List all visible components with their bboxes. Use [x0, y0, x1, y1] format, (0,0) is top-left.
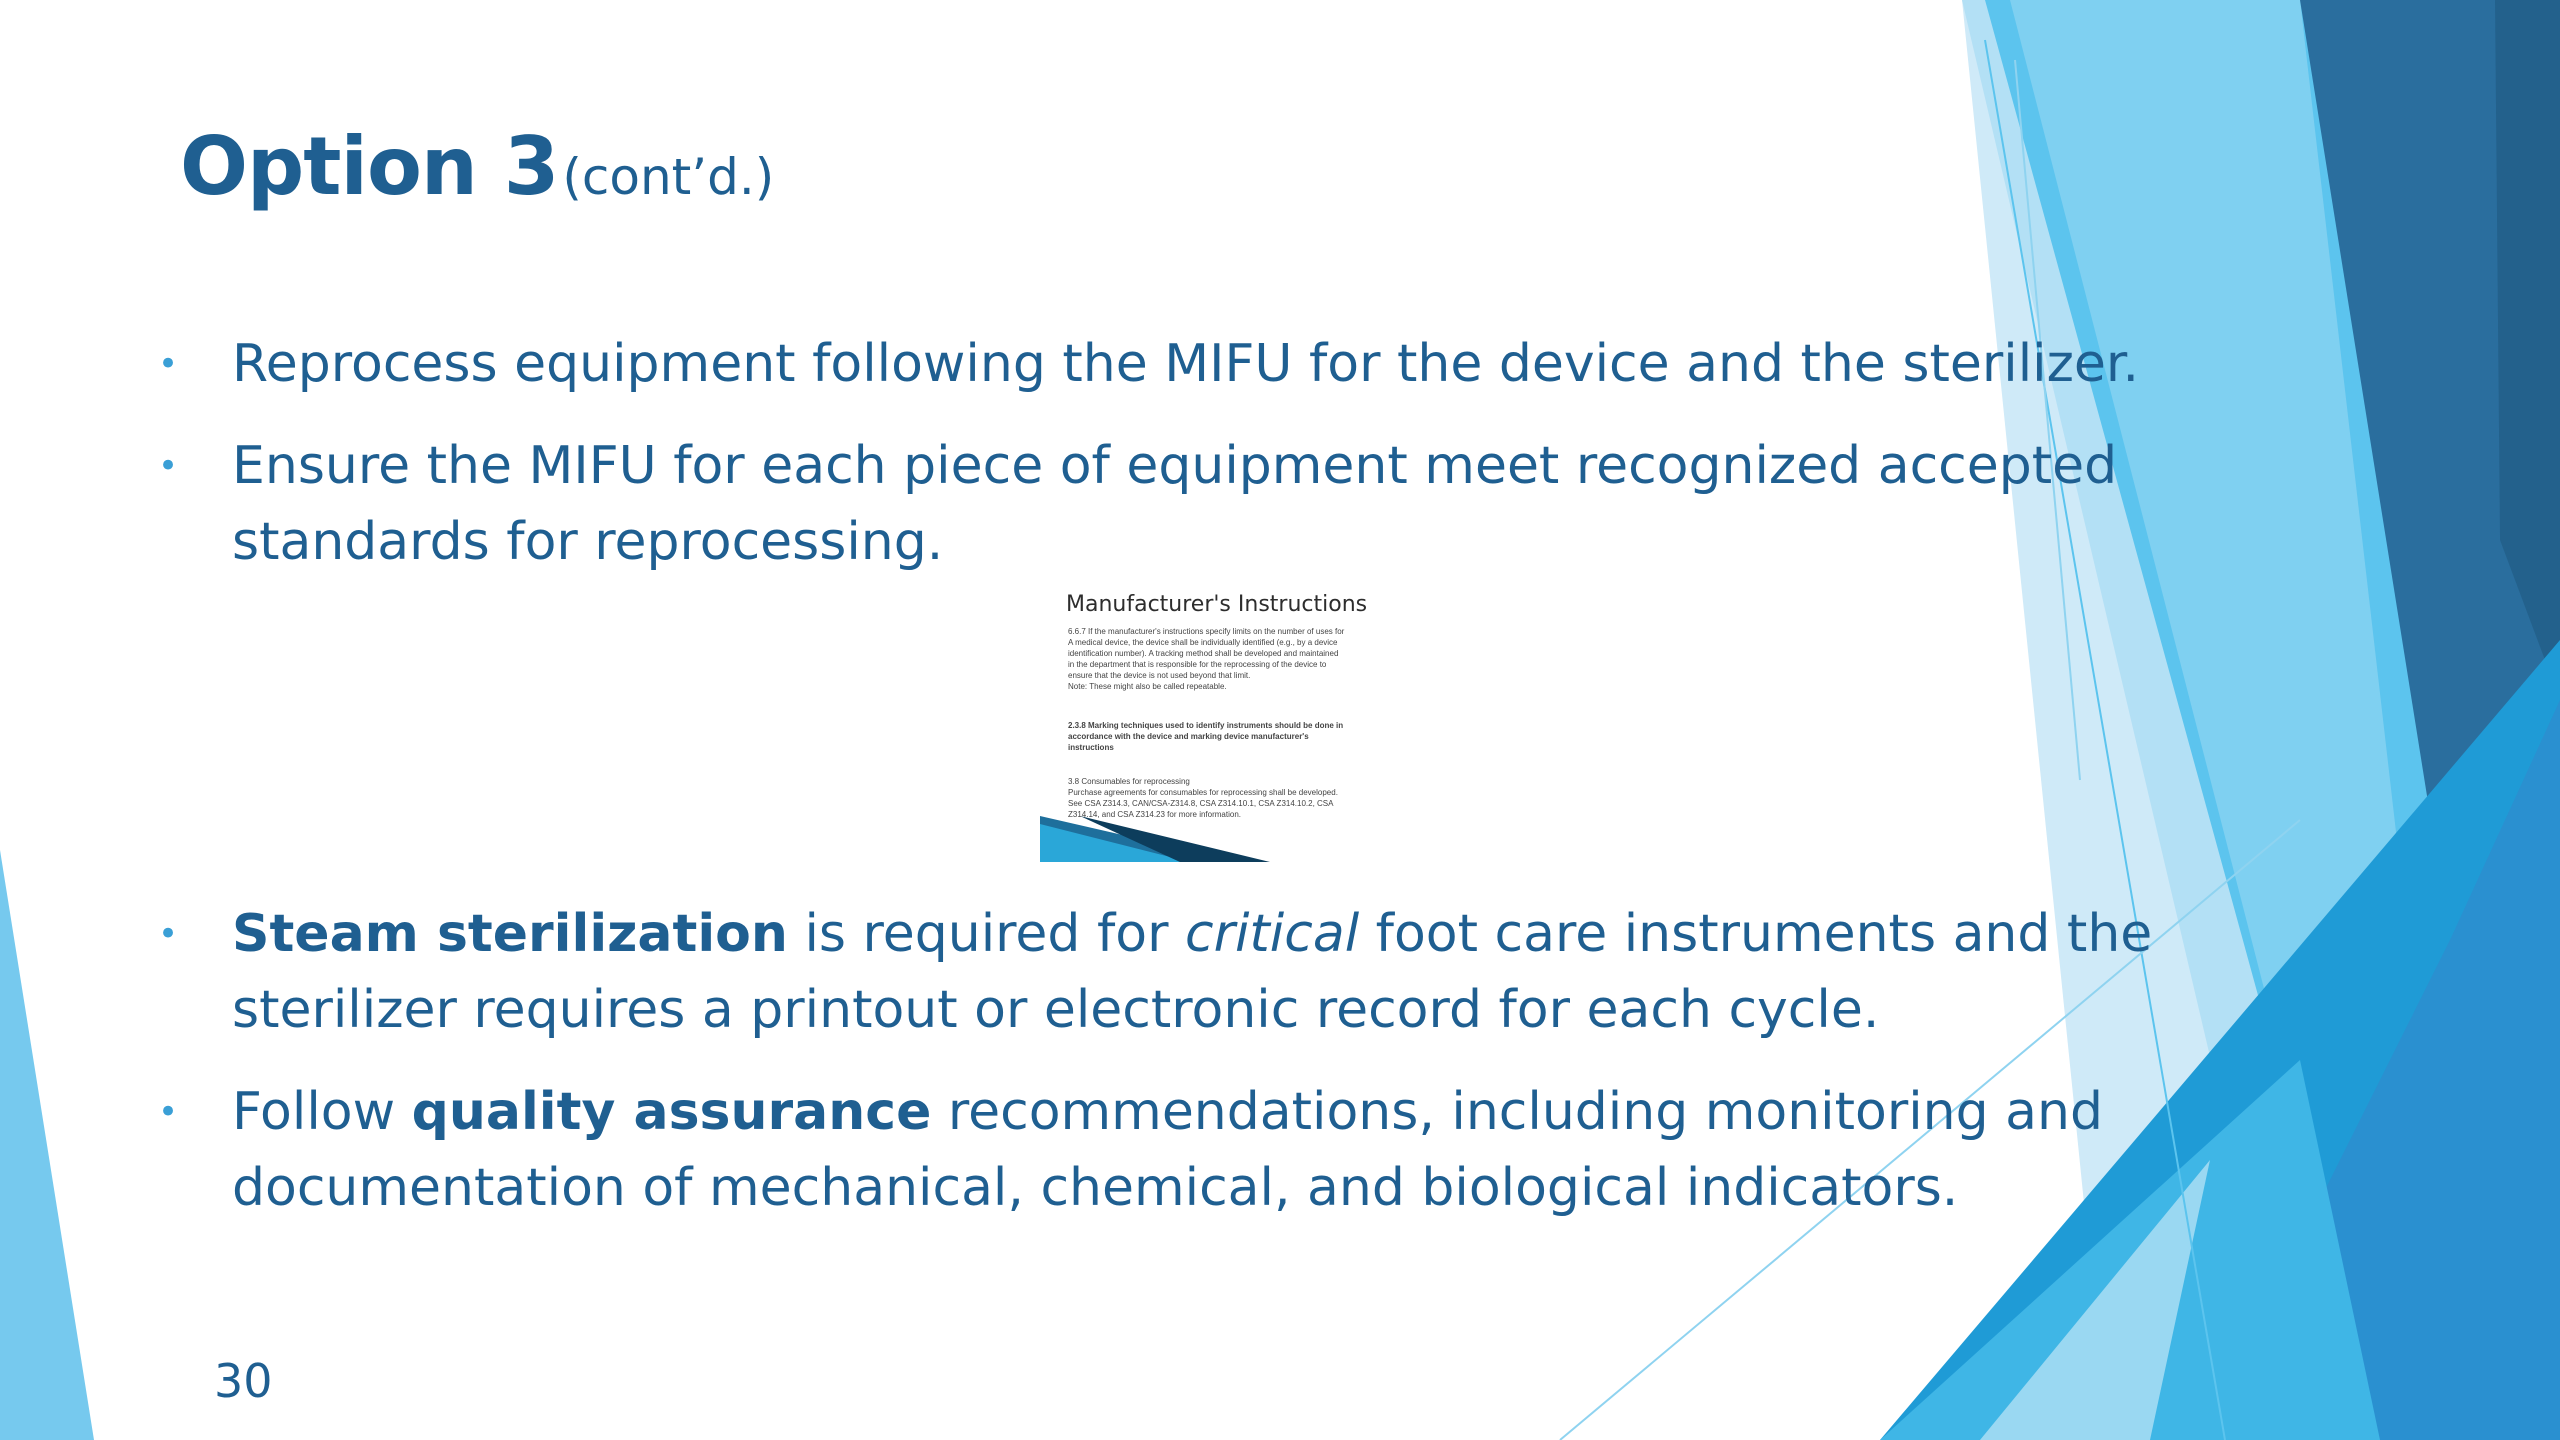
doc-paragraph: 6.6.7 If the manufacturer's instructions specify limits on the number of uses for A medical device, the device shall be individually identified (e.g., by a device identification number). A tracking method shall be developed and maintained in the department that is responsible for the reprocessing of the device to ensure that the device is not used beyond that limit. Note: These might also be called repeatable. — [1068, 627, 1345, 691]
bullet-list-top — [150, 326, 2170, 606]
bullet-text: Ensure the MIFU for each piece of equipment meet recognized accepted standards for reprocessing. — [232, 436, 2118, 572]
bullet-dot-icon: • — [158, 914, 179, 954]
bullet-text-bold: quality assurance — [411, 1082, 932, 1142]
title-subtitle: (cont’d.) — [562, 148, 775, 206]
bullet-text: Reprocess equipment following the MIFU for the device and the sterilizer. — [232, 334, 2140, 394]
bullet-item — [150, 428, 2118, 580]
title-main: Option 3 — [180, 120, 559, 213]
bullet-dot-icon: • — [158, 1092, 179, 1132]
bullet-item — [150, 896, 2170, 1048]
bullet-text-italic: critical — [1184, 904, 1360, 964]
manufacturer-instructions-image — [1040, 586, 1458, 862]
bullet-dot-icon: • — [158, 446, 179, 486]
bullet-text: recommendations, including monitoring and documentation of mechanical, chemical, and biological indicators. — [232, 1082, 2103, 1218]
left-edge-shard — [0, 850, 94, 1440]
doc-heading: Manufacturer's Instructions — [1066, 592, 1368, 617]
bullet-list-bottom — [150, 896, 2170, 1252]
doc-paragraph: 3.8 Consumables for reprocessing Purchase agreements for consumables for reprocessing shall be developed. See CSA Z314.3, CAN/CSA-Z314.8, CSA Z314.10.1, CSA Z314.10.2, CSA Z314.14, and CSA Z314.23 for more information. — [1068, 777, 1338, 819]
bullet-item — [150, 326, 2170, 402]
bullet-item — [150, 1074, 2170, 1226]
bullet-text: is required for — [787, 904, 1185, 964]
bullet-text-bold: Steam sterilization — [232, 904, 788, 964]
page-number: 30 — [214, 1354, 273, 1408]
doc-footer-wedge — [1040, 816, 1458, 862]
bullet-text: Follow — [232, 1082, 412, 1142]
doc-paragraph: 2.3.8 Marking techniques used to identify instruments should be done in accordance with the device and marking device manufacturer's instructions — [1068, 721, 1344, 752]
slide-title — [180, 120, 774, 213]
bullet-text: foot care instruments and the sterilizer requires a printout or electronic record for each cycle. — [232, 904, 2153, 1040]
bullet-dot-icon: • — [158, 344, 179, 384]
